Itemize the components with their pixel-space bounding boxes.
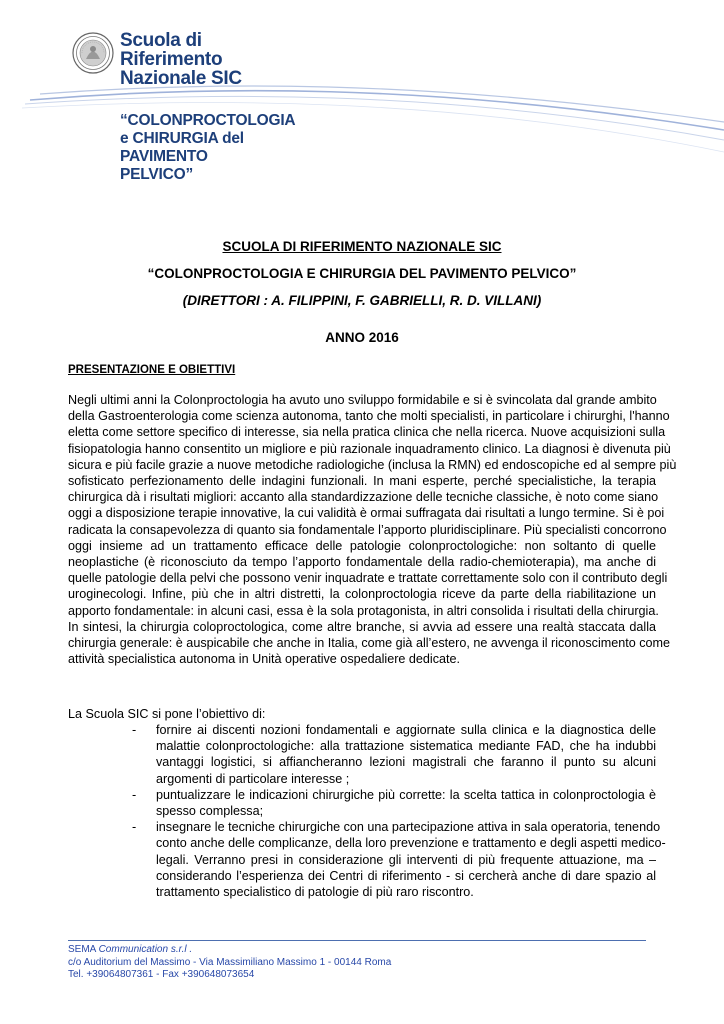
paragraph-line: oggi a disposizione terapie innovative, la cui validità è ormai suffragata dai risultati a lungo termine. Si è poi bbox=[68, 506, 665, 521]
paragraph-line: quelle patologie della pelvi che possono venir inquadrate e trattate correttamente solo con il contributo degli bbox=[68, 571, 668, 586]
objective-line: puntualizzare le indicazioni chirurgiche più corrette: la scelta tattica in colonproctologia è bbox=[156, 787, 656, 802]
company-suffix: Communication s.r.l . bbox=[98, 944, 193, 955]
paragraph-line: della Gastroenterologia come scienza autonoma, tanto che molti specialisti, in particolare i chirurghi, l'hanno bbox=[68, 409, 670, 424]
objective-line: vantaggi logistici, si affiancheranno lezioni magistrali che faranno il punto su alcuni bbox=[156, 755, 656, 770]
paragraph-line: radicata la consapevolezza di quanto sia fondamentale l’apporto pluridisciplinare. Più specialisti concorrono bbox=[68, 522, 667, 537]
objective-line: insegnare le tecniche chirurgiche con una partecipazione attiva in sala operatoria, tenendo bbox=[156, 820, 661, 835]
header-swoosh-decoration bbox=[0, 60, 724, 190]
paragraph-line: uroginecologi. Infine, più che in altri distretti, la colonproctologia riceve da parte della riabilitazione un bbox=[68, 587, 656, 602]
objectives-list bbox=[68, 722, 666, 900]
paragraph-line: chirurgica dà i risultati migliori: accanto alla standardizzazione delle tecniche classiche, è noto come siano bbox=[68, 490, 659, 505]
logo-line: Scuola di bbox=[120, 30, 202, 51]
objective-line: legali. Verranno presi in considerazione gli interventi di più frequente attuazione, ma – bbox=[156, 852, 656, 867]
objective-line: fornire ai discenti nozioni fondamentali e aggiornate sulla clinica e la diagnostica delle bbox=[156, 723, 656, 737]
paragraph-line: Negli ultimi anni la Colonproctologia ha avuto uno sviluppo formidabile e si è svincolata dal grande ambito bbox=[68, 393, 657, 407]
paragraph-line: attività specialistica autonoma in Unità operative ospedaliere dedicate. bbox=[68, 652, 461, 667]
objective-line: spesso complessa; bbox=[156, 804, 264, 819]
objective-line: conto anche delle complicanze, della loro prevenzione e trattamento e degli aspetti medico- bbox=[156, 836, 666, 851]
paragraph-line: oggi insieme ad un trattamento efficace delle patologie colonproctologiche: non soltanto di quelle bbox=[68, 538, 656, 553]
bullet-dash: - bbox=[132, 787, 137, 802]
logo-line: Nazionale SIC bbox=[120, 68, 242, 89]
objectives-intro: La Scuola SIC si pone l’obiettivo di: bbox=[68, 707, 266, 721]
objective-line: malattie colonproctologiche: alla trattazione sistematica mediante FAD, che ha indubbi bbox=[156, 739, 656, 754]
course-line: “COLONPROCTOLOGIA bbox=[120, 112, 296, 129]
objective-item bbox=[68, 722, 656, 787]
course-logo-title bbox=[120, 112, 295, 184]
objective-line: argomenti di particolare interesse ; bbox=[156, 771, 350, 786]
course-heading: “COLONPROCTOLOGIA E CHIRURGIA DEL PAVIMENTO PELVICO” bbox=[147, 266, 577, 281]
directors-heading: (DIRETTORI : A. FILIPPINI, F. GABRIELLI, R. D. VILLANI) bbox=[182, 293, 542, 308]
footer-company bbox=[68, 944, 391, 957]
section-title: PRESENTAZIONE E OBIETTIVI bbox=[68, 364, 236, 376]
paragraph-line: sicura e più facile grazie a nuove metodiche radiologiche (inclusa la RMN) ed endoscopiche ed al sempre più bbox=[68, 457, 677, 472]
presentation-paragraph bbox=[68, 392, 677, 667]
company-name: SEMA bbox=[68, 944, 99, 955]
year-heading: ANNO 2016 bbox=[325, 330, 399, 345]
objective-line: trattamento specialistico di patologie di più raro riscontro. bbox=[156, 885, 474, 900]
paragraph-line: fisiopatologia hanno consentito un migliore e più razionale inquadramento clinico. La diagnosi è divenuta più bbox=[68, 441, 671, 456]
paragraph-line: eletta come settore specifico di interesse, sia nella pratica clinica che nella ricerca. Nuove acquisizioni sulla bbox=[68, 425, 666, 440]
objective-line: considerando l’esperienza dei Centri di riferimento - si cercherà anche di dare spazio al bbox=[156, 868, 656, 883]
paragraph-line: neoplastiche (è riconosciuto da tempo l’apporto fondamentale della radio-chemioterapia), ma anche di bbox=[68, 555, 656, 570]
bullet-dash: - bbox=[132, 820, 137, 835]
paragraph-line: apporto fondamentale: in alcuni casi, essa è la sola protagonista, in altri consolida i risultati della chirurgia. bbox=[68, 603, 659, 618]
paragraph-line: sofisticato perfezionamento delle indagini funzionali. In mani esperte, perché specialistiche, la terapia bbox=[68, 474, 656, 489]
footer-address: c/o Auditorium del Massimo - Via Massimiliano Massimo 1 - 00144 Roma bbox=[68, 956, 392, 968]
course-line: PAVIMENTO bbox=[120, 148, 208, 165]
objective-item bbox=[68, 787, 656, 819]
logo-line: Riferimento bbox=[120, 49, 223, 70]
objective-item bbox=[68, 819, 666, 900]
footer bbox=[68, 944, 391, 982]
course-line: e CHIRURGIA del bbox=[120, 130, 244, 147]
footer-contacts: Tel. +39064807361 - Fax +390648073654 bbox=[68, 969, 255, 981]
school-heading: SCUOLA DI RIFERIMENTO NAZIONALE SIC bbox=[222, 239, 502, 254]
paragraph-line: In sintesi, la chirurgia coloproctologica, come altre branche, si avvia ad essere una realtà staccata dalla bbox=[68, 619, 656, 634]
paragraph-line: chirurgia generale: è auspicabile che anche in Italia, come già all’estero, ne avvenga il riconoscimento come bbox=[68, 636, 671, 651]
footer-divider bbox=[68, 940, 646, 941]
course-line: PELVICO” bbox=[120, 166, 194, 183]
bullet-dash: - bbox=[132, 723, 137, 737]
